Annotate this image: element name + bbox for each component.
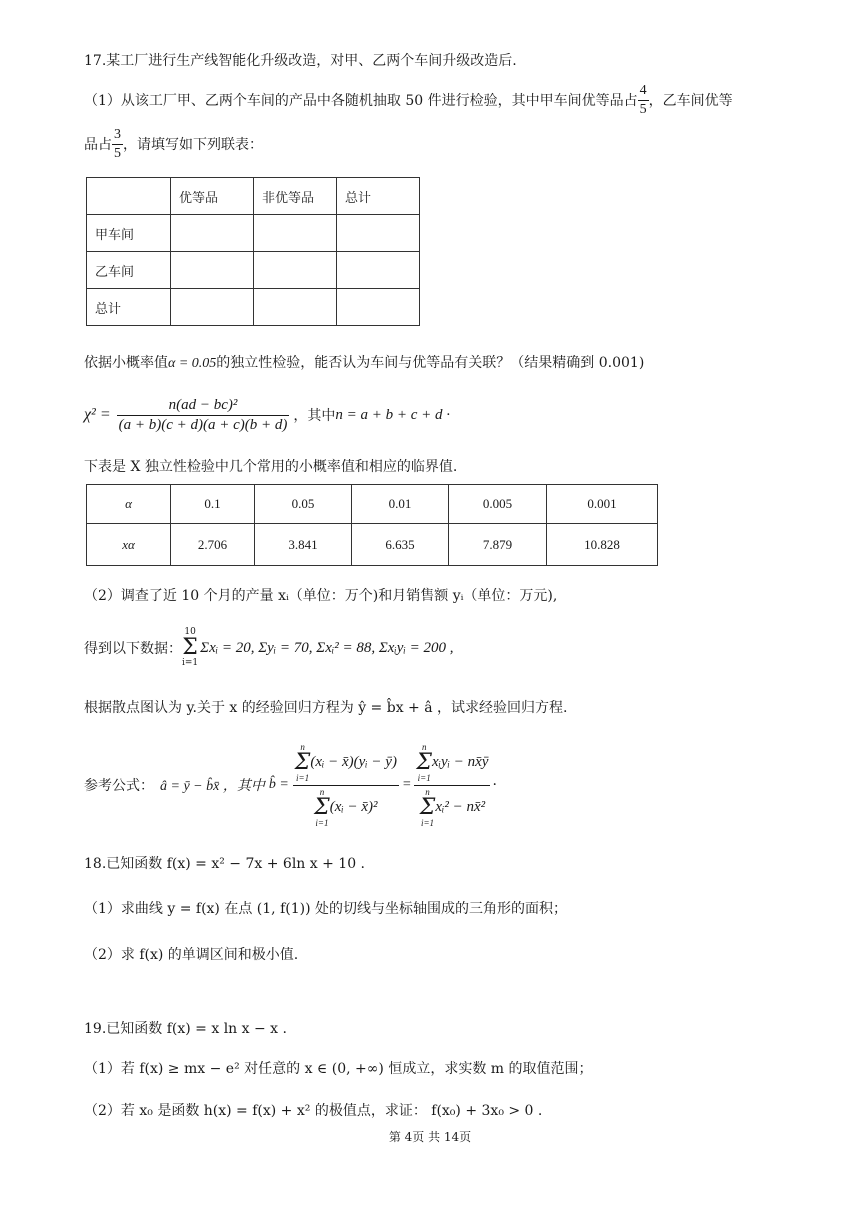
sum-lower-limit: i=1 — [182, 658, 199, 668]
b-hat-fraction-2 — [414, 743, 490, 828]
q17-part2-intro: （2）调查了近 10 个月的产量 xᵢ（单位：万个)和月销售额 yᵢ（单位：万元), — [84, 588, 558, 604]
table-header-cell — [87, 178, 171, 215]
row-label: 总计 — [87, 289, 171, 326]
chi-denominator: (a + b)(c + d)(a + c)(b + d) — [118, 416, 288, 433]
fraction-numerator: n Σ i=1 xᵢyᵢ − nx̄ȳ — [414, 743, 490, 786]
chi-square-lhs: χ² = — [84, 406, 111, 423]
row-label: 乙车间 — [87, 252, 171, 289]
table-header-cell: 总计 — [337, 178, 420, 215]
q17-part1-line2 — [84, 124, 263, 164]
q17-part1-text-a: （1）从该工厂甲、乙两个车间的产品中各随机抽取 50 件进行检验，其中甲车间优等品占 — [84, 93, 638, 109]
table-row — [87, 524, 658, 566]
q17-title: 17.某工厂进行生产线智能化升级改造，对甲、乙两个车间升级改造后. — [84, 53, 517, 69]
blank-cell — [171, 215, 254, 252]
table-cell: 7.879 — [449, 524, 547, 566]
alpha-value: α = 0.05 — [168, 356, 217, 371]
table-row — [87, 289, 420, 326]
table-header-cell: 优等品 — [171, 178, 254, 215]
sigma-symbol: n Σ i=1 — [294, 741, 311, 783]
regression-question: 根据散点图认为 y.关于 x 的经验回归方程为 ŷ = b̂x + â ，试求经验回归方程. — [84, 700, 568, 716]
sigma-symbol: n Σ i=1 — [314, 786, 330, 828]
sums-data-line — [84, 626, 453, 670]
critical-table-intro: 下表是 X 独立性检验中几个常用的小概率值和相应的临界值. — [84, 459, 458, 475]
chi-square-fraction — [117, 398, 290, 433]
table-row — [87, 215, 420, 252]
contingency-table — [86, 177, 420, 326]
sigma-symbol: n Σ i=1 — [419, 786, 436, 828]
independence-test-question — [84, 352, 644, 372]
reference-label: 参考公式： — [84, 778, 154, 794]
blank-cell — [337, 252, 420, 289]
chi-n-definition: n = a + b + c + d · — [335, 406, 451, 423]
blank-cell — [337, 289, 420, 326]
blank-cell — [171, 252, 254, 289]
blank-cell — [171, 289, 254, 326]
table-cell: 3.841 — [255, 524, 352, 566]
test-text-b: 的独立性检验，能否认为车间与优等品有关联？（结果精确到 0.001) — [216, 355, 645, 371]
table-cell: 0.05 — [255, 485, 352, 524]
sum-upper-limit: 10 — [184, 627, 196, 637]
blank-cell — [254, 289, 337, 326]
blank-cell — [337, 215, 420, 252]
fraction-numerator: n Σ i=1 (xᵢ − x̄)(yᵢ − ȳ) — [293, 743, 399, 786]
table-header-row — [87, 178, 420, 215]
fraction-denominator: n Σ i=1 xᵢ² − nx̄² — [419, 786, 486, 828]
fraction-numerator: 4 — [638, 84, 649, 101]
data-label: 得到以下数据： — [84, 641, 182, 657]
fraction-denominator: n Σ i=1 (xᵢ − x̄)² — [314, 786, 378, 828]
table-cell: 0.005 — [449, 485, 547, 524]
row-label: 甲车间 — [87, 215, 171, 252]
x-alpha-row-label: xα — [87, 524, 171, 566]
q19-part1: （1）若 f(x) ≥ mx − e² 对任意的 x ∈ (0, +∞) 恒成立，求实数 m 的取值范围； — [84, 1061, 593, 1077]
fraction-denominator: 5 — [639, 101, 647, 117]
fraction-numerator: 3 — [112, 128, 123, 145]
b-hat-lhs: b̂ = — [268, 777, 289, 792]
table-cell: 2.706 — [171, 524, 255, 566]
table-cell: 6.635 — [352, 524, 449, 566]
b-hat-fraction-1 — [293, 743, 399, 828]
q17-part1-text-b: ，乙车间优等 — [648, 93, 733, 109]
chi-where: ，其中 — [293, 408, 336, 424]
table-cell: 10.828 — [547, 524, 658, 566]
sigma-symbol: 10 Σ i=1 — [182, 627, 199, 668]
alpha-row-label: α — [87, 485, 171, 524]
reference-formula: 参考公式： â = ȳ − b̂x̄ ，其中 b̂ = n Σ i=1 (xᵢ − x̄)(yᵢ − ȳ) n Σ i=1 (xᵢ − x̄)² = n Σ i=1 xᵢyᵢ − nx̄ȳ n Σ i=1 xᵢ² − nx̄² · — [84, 741, 497, 828]
chi-square-formula — [84, 390, 450, 440]
q18-part2: （2）求 f(x) 的单调区间和极小值. — [84, 947, 299, 963]
table-cell: 0.001 — [547, 485, 658, 524]
chi-numerator: n(ad − bc)² — [117, 398, 290, 416]
fraction-three-fifths — [112, 128, 123, 161]
sigma-symbol: n Σ i=1 — [416, 741, 432, 783]
sums-values: Σxᵢ = 20, Σyᵢ = 70, Σxᵢ² = 88, Σxᵢyᵢ = 200 , — [200, 639, 454, 656]
q19-title: 19.已知函数 f(x) = x ln x − x . — [84, 1021, 287, 1037]
q17-part1-line1 — [84, 80, 733, 120]
critical-value-table — [86, 484, 658, 566]
q18-title: 18.已知函数 f(x) = x² − 7x + 6ln x + 10 . — [84, 856, 366, 872]
q19-part2: （2）若 x₀ 是函数 h(x) = f(x) + x² 的极值点，求证： f(x₀) + 3x₀ > 0 . — [84, 1103, 543, 1119]
blank-cell — [254, 252, 337, 289]
table-header-cell: 非优等品 — [254, 178, 337, 215]
blank-cell — [254, 215, 337, 252]
test-text-a: 依据小概率值 — [84, 355, 168, 371]
a-hat-formula: â = ȳ − b̂x̄ ，其中 — [160, 779, 265, 794]
q17-part1-text-d: ，请填写如下列联表： — [123, 137, 263, 153]
table-row — [87, 252, 420, 289]
fraction-four-fifths — [638, 84, 649, 117]
q17-part1-text-c: 品占 — [84, 137, 112, 153]
table-cell: 0.01 — [352, 485, 449, 524]
q18-part1: （1）求曲线 y = f(x) 在点 (1, f(1)) 处的切线与坐标轴围成的三角形的面积； — [84, 901, 567, 917]
table-cell: 0.1 — [171, 485, 255, 524]
table-row — [87, 485, 658, 524]
page-footer: 第 4页 共 14页 — [388, 1130, 472, 1144]
fraction-denominator: 5 — [114, 145, 121, 161]
